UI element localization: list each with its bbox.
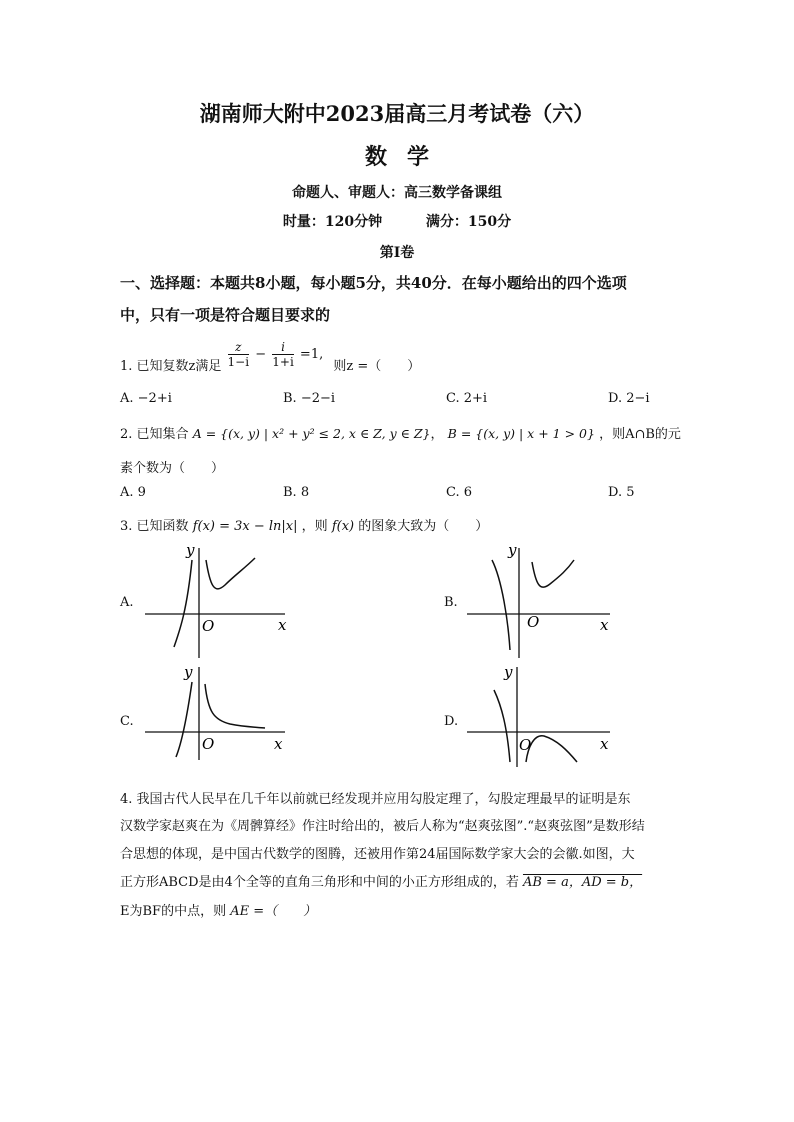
q1-frac2-num: i — [272, 340, 294, 355]
volume-label: 第Ⅰ卷 — [379, 245, 415, 261]
q2-set-b: B = {(x, y) | x + 1 > 0} — [447, 426, 595, 441]
q2-option-d: D. 5 — [608, 485, 635, 500]
graph-d-label: D. — [444, 714, 459, 729]
q3-mid: ，则 — [301, 519, 328, 534]
graph-b-x-label: x — [600, 616, 609, 634]
graph-a-right-branch — [206, 558, 255, 589]
graph-b-label: B. — [444, 595, 458, 610]
q4-line2: 汉数学家赵爽在为《周髀算经》作注时给出的，被后人称为“赵爽弦图”.“赵爽弦图”是数形结 — [120, 819, 645, 834]
q4-line5-text: E为BF的中点，则 — [120, 904, 227, 919]
graph-a-left-branch — [174, 560, 192, 647]
graph-c-origin: O — [202, 735, 215, 753]
q3-suffix: 的图象大致为（ ） — [358, 519, 489, 534]
q1-frac2-den: 1+i — [272, 355, 294, 369]
graph-b — [462, 540, 622, 660]
q1-fraction-2 — [272, 340, 294, 369]
graph-a-origin: O — [202, 617, 215, 635]
authors-line: 命题人、审题人：高三数学备课组 — [292, 185, 502, 201]
q3-prefix: 3. 已知函数 — [120, 519, 189, 534]
q4-line4-text: 正方形ABCD是由4个全等的直角三角形和中间的小正方形组成的，若 — [120, 875, 519, 890]
q4-line3: 合思想的体现，是中国古代数学的图腾，还被用作第24届国际数学家大会的会徽.如图，大 — [120, 847, 635, 862]
graph-b-left-branch — [492, 560, 510, 650]
q1-fraction-1 — [228, 340, 250, 369]
graph-c-left-branch — [176, 682, 192, 757]
q4-line4 — [120, 871, 642, 890]
q2-option-b: B. 8 — [283, 485, 310, 500]
q2-option-c: C. 6 — [446, 485, 473, 500]
q4-line5 — [120, 900, 316, 919]
graph-c-x-label: x — [274, 735, 283, 753]
q1-option-a: A. −2+i — [120, 391, 172, 406]
q4-line1: 4. 我国古代人民早在几千年以前就已经发现并应用勾股定理了，勾股定理最早的证明是东 — [120, 792, 631, 807]
graph-c-label: C. — [120, 714, 134, 729]
question-2-line1: 2. 已知集合 A = {(x, y) | x² + y² ≤ 2, x ∈ Z, y ∈ Z}， B = {(x, y) | x + 1 > 0} ，则A∩B的元 — [120, 426, 681, 442]
question-1 — [120, 338, 421, 374]
q1-prefix: 1. 已知复数z满足 — [120, 359, 222, 374]
graph-b-y-label: y — [508, 541, 517, 559]
graph-a-y-label: y — [186, 541, 195, 559]
graph-d-left-branch — [494, 690, 510, 762]
graph-a-label: A. — [120, 595, 134, 610]
graph-c-right-branch — [205, 684, 265, 728]
section-heading-line2: 中，只有一项是符合题目要求的 — [120, 306, 331, 324]
q4-vector-ae: AE =（ ） — [230, 904, 317, 919]
q2-line2: 素个数为（ ） — [120, 461, 225, 476]
q3-fx: f(x) — [331, 519, 355, 534]
graph-a-x-label: x — [278, 616, 287, 634]
q1-equals: =1, — [299, 347, 324, 362]
graph-d-x-label: x — [600, 735, 609, 753]
question-3 — [120, 515, 488, 534]
q4-vector-ab-ad: AB = a，AD = b， — [522, 875, 643, 890]
q1-frac1-num: z — [228, 340, 250, 355]
section-heading-line1: 一、选择题：本题共8小题，每小题5分，共40分．在每小题给出的四个选项 — [120, 274, 627, 292]
q1-suffix: 则z =（ ） — [333, 359, 421, 374]
time-limit: 时量：120分钟 — [282, 214, 383, 230]
q2-set-a: A = {(x, y) | x² + y² ≤ 2, x ∈ Z, y ∈ Z} — [192, 426, 431, 441]
graph-c-y-label: y — [184, 663, 193, 681]
q2-prefix: 2. 已知集合 — [120, 427, 189, 442]
full-score: 满分：150分 — [425, 214, 512, 230]
q1-option-d: D. 2−i — [608, 391, 650, 406]
graph-d-origin: O — [519, 736, 532, 754]
graph-b-right-branch — [532, 560, 574, 587]
q1-frac1-den: 1−i — [227, 355, 250, 369]
q1-minus: − — [255, 347, 267, 362]
graph-a — [140, 540, 300, 660]
graph-d-y-label: y — [504, 663, 513, 681]
q1-option-c: C. 2+i — [446, 391, 488, 406]
subject-title: 数学 — [364, 144, 449, 170]
exam-title: 湖南师大附中2023届高三月考试卷（六） — [199, 101, 595, 126]
time-score-line — [0, 211, 794, 231]
graph-d-right-branch — [526, 736, 577, 762]
graph-c — [140, 662, 300, 762]
q1-option-b: B. −2−i — [283, 391, 336, 406]
q2-line1-end: ，则A∩B的元 — [599, 427, 681, 442]
graph-b-origin: O — [527, 613, 540, 631]
q3-function: f(x) = 3x − ln|x| — [192, 519, 298, 534]
q2-option-a: A. 9 — [120, 485, 146, 500]
graph-d — [462, 662, 622, 772]
